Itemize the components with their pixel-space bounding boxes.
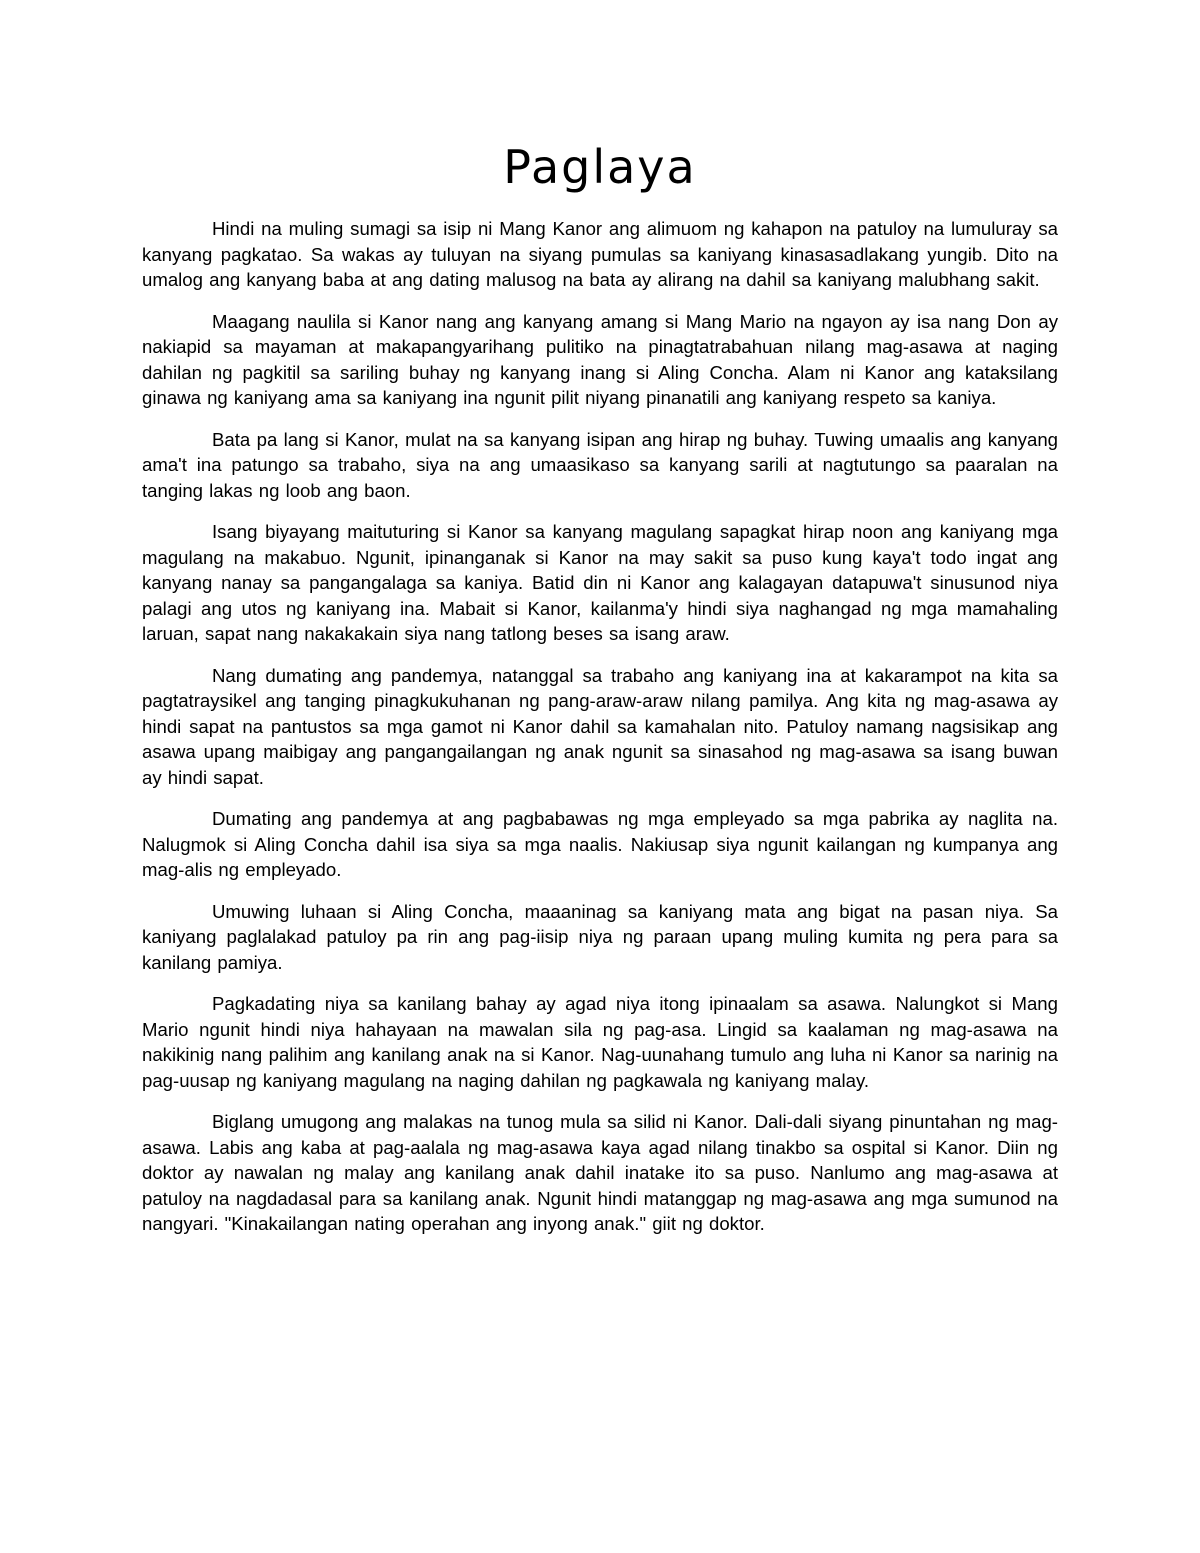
paragraph: Pagkadating niya sa kanilang bahay ay agad niya itong ipinaalam sa asawa. Nalungkot si Mang Mario ngunit hindi niya hahayaan na mawalan sila ng pag-asa. Lingid sa kaalaman ng mag-asawa na nakikinig nang palihim ang kanilang anak na si Kanor. Nag-uunahang tumulo ang luha ni Kanor sa narinig na pag-uusap ng kaniyang magulang na naging dahilan ng pagkawala ng kaniyang malay.: [142, 993, 1058, 1091]
paragraph: Isang biyayang maituturing si Kanor sa kanyang magulang sapagkat hirap noon ang kaniyang mga magulang na makabuo. Ngunit, ipinanganak si Kanor na may sakit sa puso kung kaya't todo ingat ang kanyang nanay sa pangangalaga sa kaniya. Batid din ni Kanor ang kalagayan datapuwa't sinusunod niya palagi ang utos ng kaniyang ina. Mabait si Kanor, kailanma'y hindi siya naghangad ng mga mamahaling laruan, sapat nang nakakakain siya nang tatlong beses sa isang araw.: [142, 521, 1058, 644]
paragraph: Dumating ang pandemya at ang pagbabawas ng mga empleyado sa mga pabrika ay naglita na. Nalugmok si Aling Concha dahil isa siya sa mga naalis. Nakiusap siya ngunit kailangan ng kumpanya ang mag-alis ng empleyado.: [142, 808, 1058, 880]
document-body: [142, 216, 1058, 1253]
document-title: Paglaya: [503, 140, 697, 194]
paragraph: Hindi na muling sumagi sa isip ni Mang Kanor ang alimuom ng kahapon na patuloy na lumuluray sa kanyang pagkatao. Sa wakas ay tuluyan na siyang pumulas sa kaniyang kinasasadlakang yungib. Dito na umalog ang kanyang baba at ang dating malusog na bata ay alirang na dahil sa kaniyang malubhang sakit.: [142, 218, 1058, 290]
paragraph: Umuwing luhaan si Aling Concha, maaaninag sa kaniyang mata ang bigat na pasan niya. Sa kaniyang paglalakad patuloy pa rin ang pag-iisip niya ng paraan upang muling kumita ng pera para sa kanilang pamiya.: [142, 900, 1058, 973]
paragraph: Bata pa lang si Kanor, mulat na sa kanyang isipan ang hirap ng buhay. Tuwing umaalis ang kanyang ama't ina patungo sa trabaho, siya na ang umaasikaso sa kanyang sarili at nagtutungo sa paaralan na tanging lakas ng loob ang baon.: [142, 428, 1058, 501]
paragraph: Maagang naulila si Kanor nang ang kanyang amang si Mang Mario na ngayon ay isa nang Don ay nakiapid sa mayaman at makapangyarihang pulitiko na pinagtatrabahuan nilang mag-asawa at naging dahilan ng pagkitil sa sariling buhay ng kanyang inang si Aling Concha. Alam ni Kanor ang kataksilang ginawa ng kaniyang ama sa kaniyang ina ngunit pilit niyang pinanatili ang kaniyang respeto sa kaniya.: [142, 310, 1058, 408]
paragraph: Nang dumating ang pandemya, natanggal sa trabaho ang kaniyang ina at kakarampot na kita sa pagtatraysikel ang tanging pinagkukuhanan ng pang-araw-araw nilang pamilya. Ang kita ng mag-asawa ay hindi sapat na pantustos sa mga gamot ni Kanor dahil sa kamahalan nito. Patuloy namang nagsisikap ang asawa upang maibigay ang pangangailangan ng anak ngunit sa sinasahod ng mag-asawa sa isang buwan ay hindi sapat.: [142, 664, 1058, 788]
paragraph: Biglang umugong ang malakas na tunog mula sa silid ni Kanor. Dali-dali siyang pinuntahan ng mag-asawa. Labis ang kaba at pag-aalala ng mag-asawa kaya agad nilang tinakbo sa ospital si Kanor. Diin ng doktor ay nawalan ng malay ang kanilang anak dahil inatake ito sa puso. Nanlumo ang mag-asawa at patuloy na nagdadasal para sa kanilang anak. Ngunit hindi matanggap ng mag-asawa ang mga sumunod na nangyari. "Kinakailangan nating operahan ang inyong anak." giit ng doktor.: [142, 1111, 1058, 1234]
